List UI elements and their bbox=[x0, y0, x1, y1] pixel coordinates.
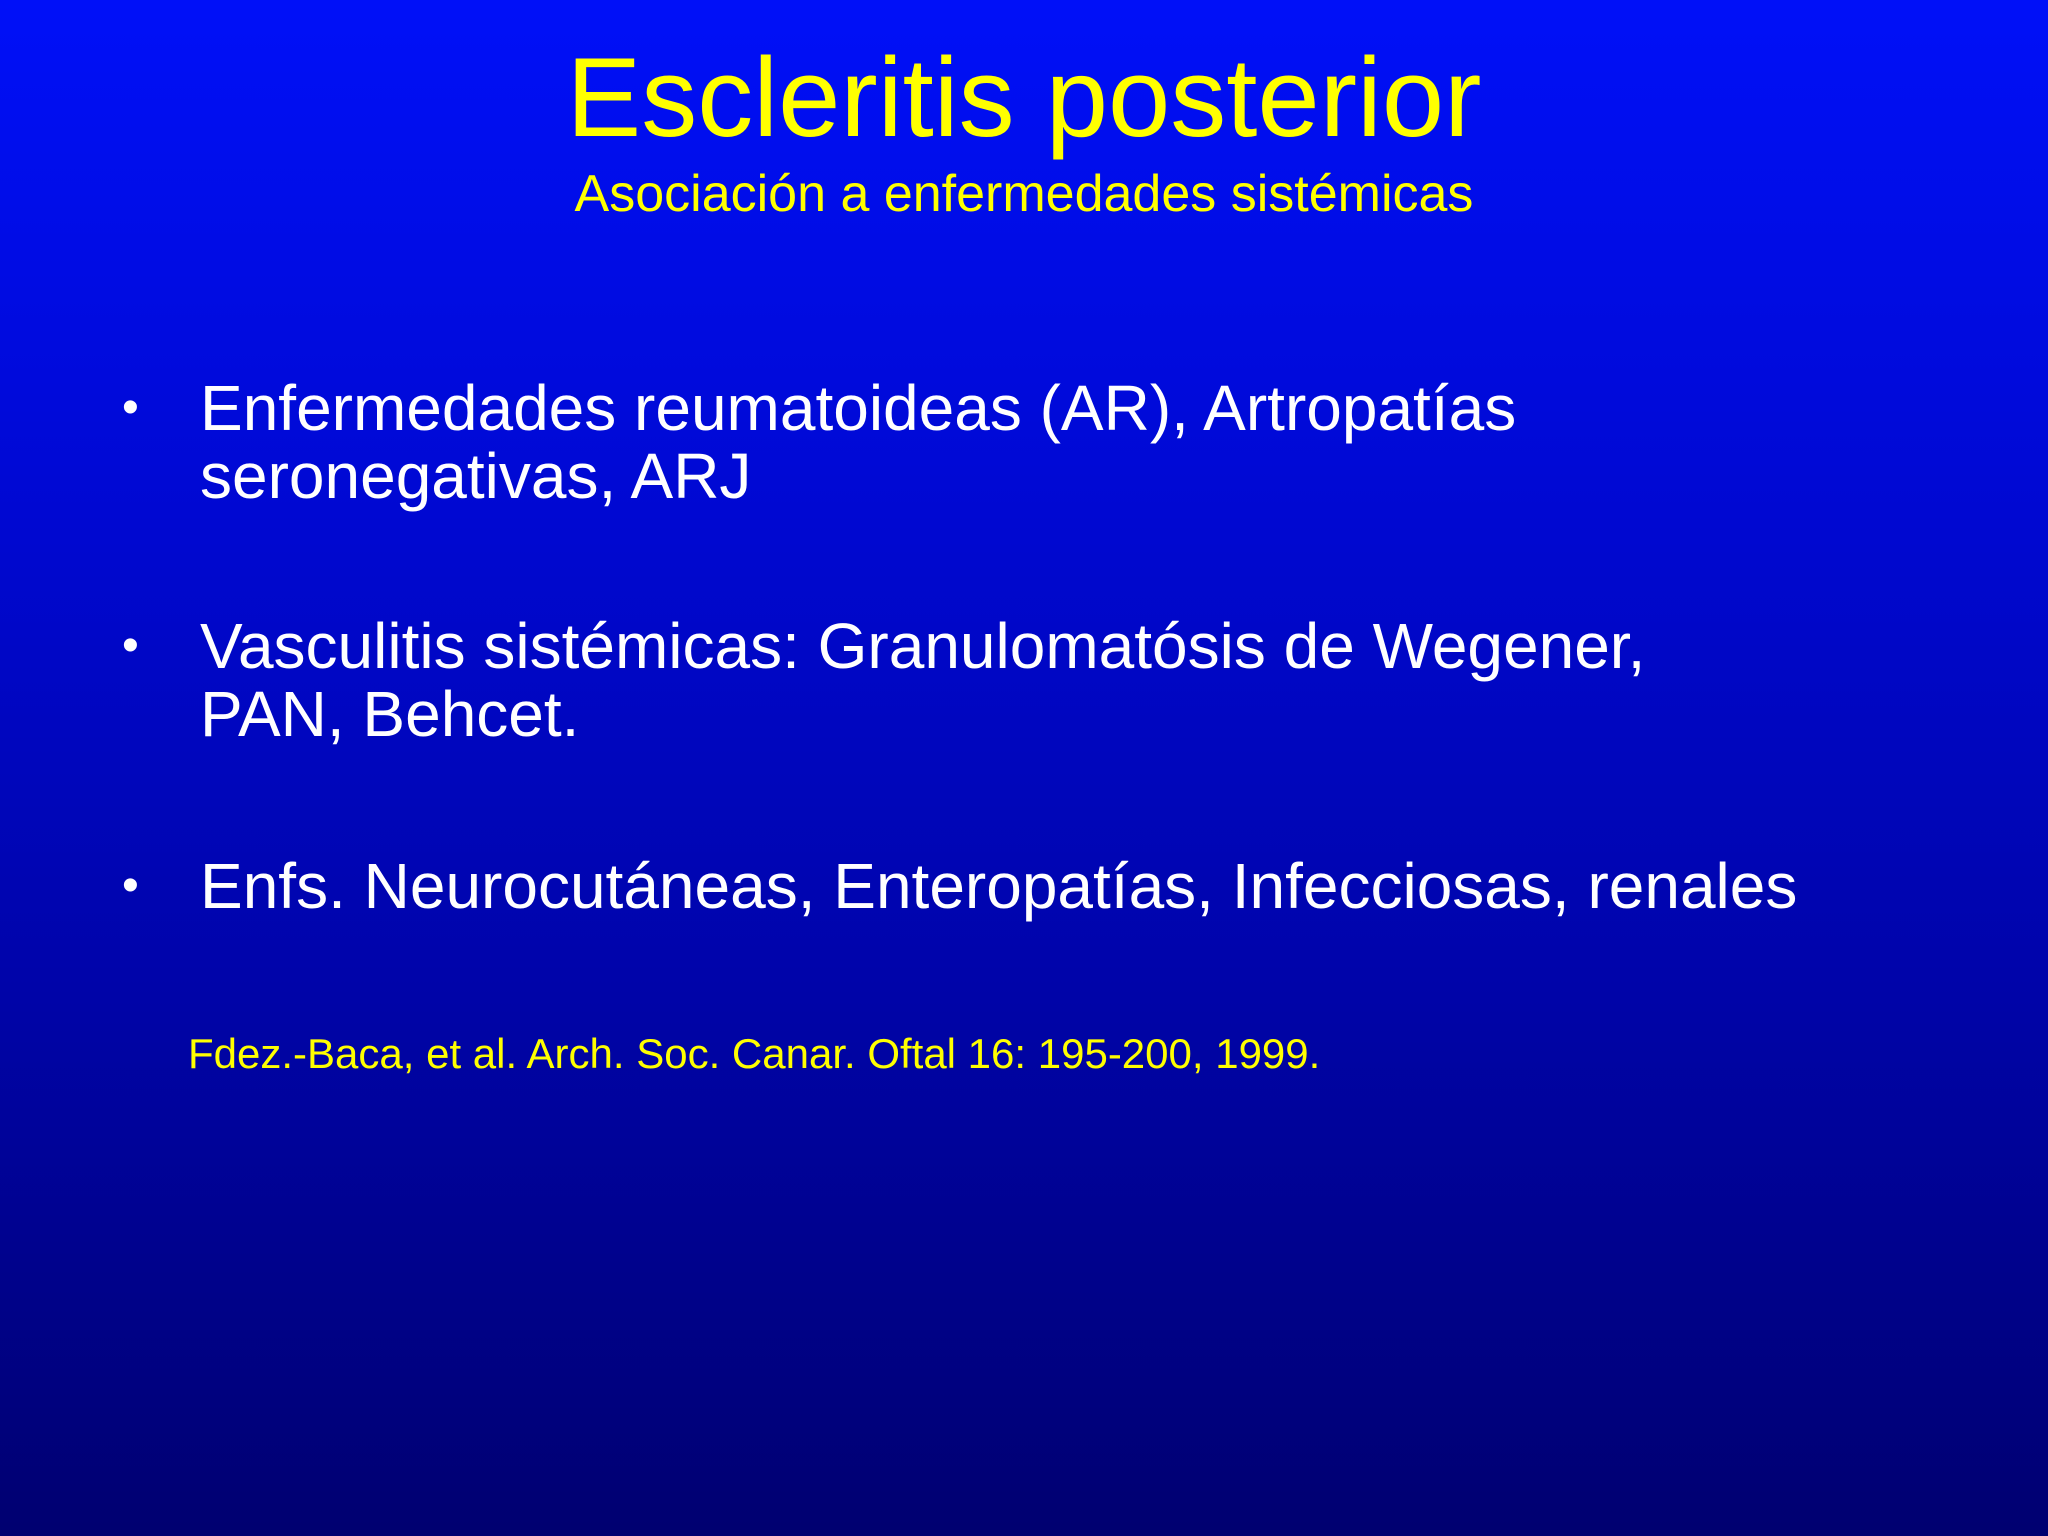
bullet-line: seronegativas, ARJ bbox=[200, 440, 752, 512]
bullet-line: Enfermedades reumatoideas (AR), Artropatías bbox=[200, 372, 1517, 444]
bullet-marker: • bbox=[122, 619, 139, 672]
bullet-text bbox=[200, 374, 1980, 510]
bullet-line: Vasculitis sistémicas: Granulomatósis de Wegener, bbox=[200, 610, 1646, 682]
bullet-marker: • bbox=[122, 859, 139, 912]
bullet-line: Enfs. Neurocutáneas, Enteropatías, Infecciosas, renales bbox=[200, 850, 1798, 922]
reference-citation: Fdez.-Baca, et al. Arch. Soc. Canar. Oftal 16: 195-200, 1999. bbox=[188, 1030, 1321, 1077]
slide-title: Escleritis posterior bbox=[566, 35, 1482, 160]
bullet-text bbox=[200, 612, 1980, 748]
bullet-line: PAN, Behcet. bbox=[200, 678, 580, 750]
bullet-marker: • bbox=[122, 381, 139, 434]
slide-subtitle: Asociación a enfermedades sistémicas bbox=[574, 165, 1474, 223]
bullet-text bbox=[200, 852, 1980, 920]
